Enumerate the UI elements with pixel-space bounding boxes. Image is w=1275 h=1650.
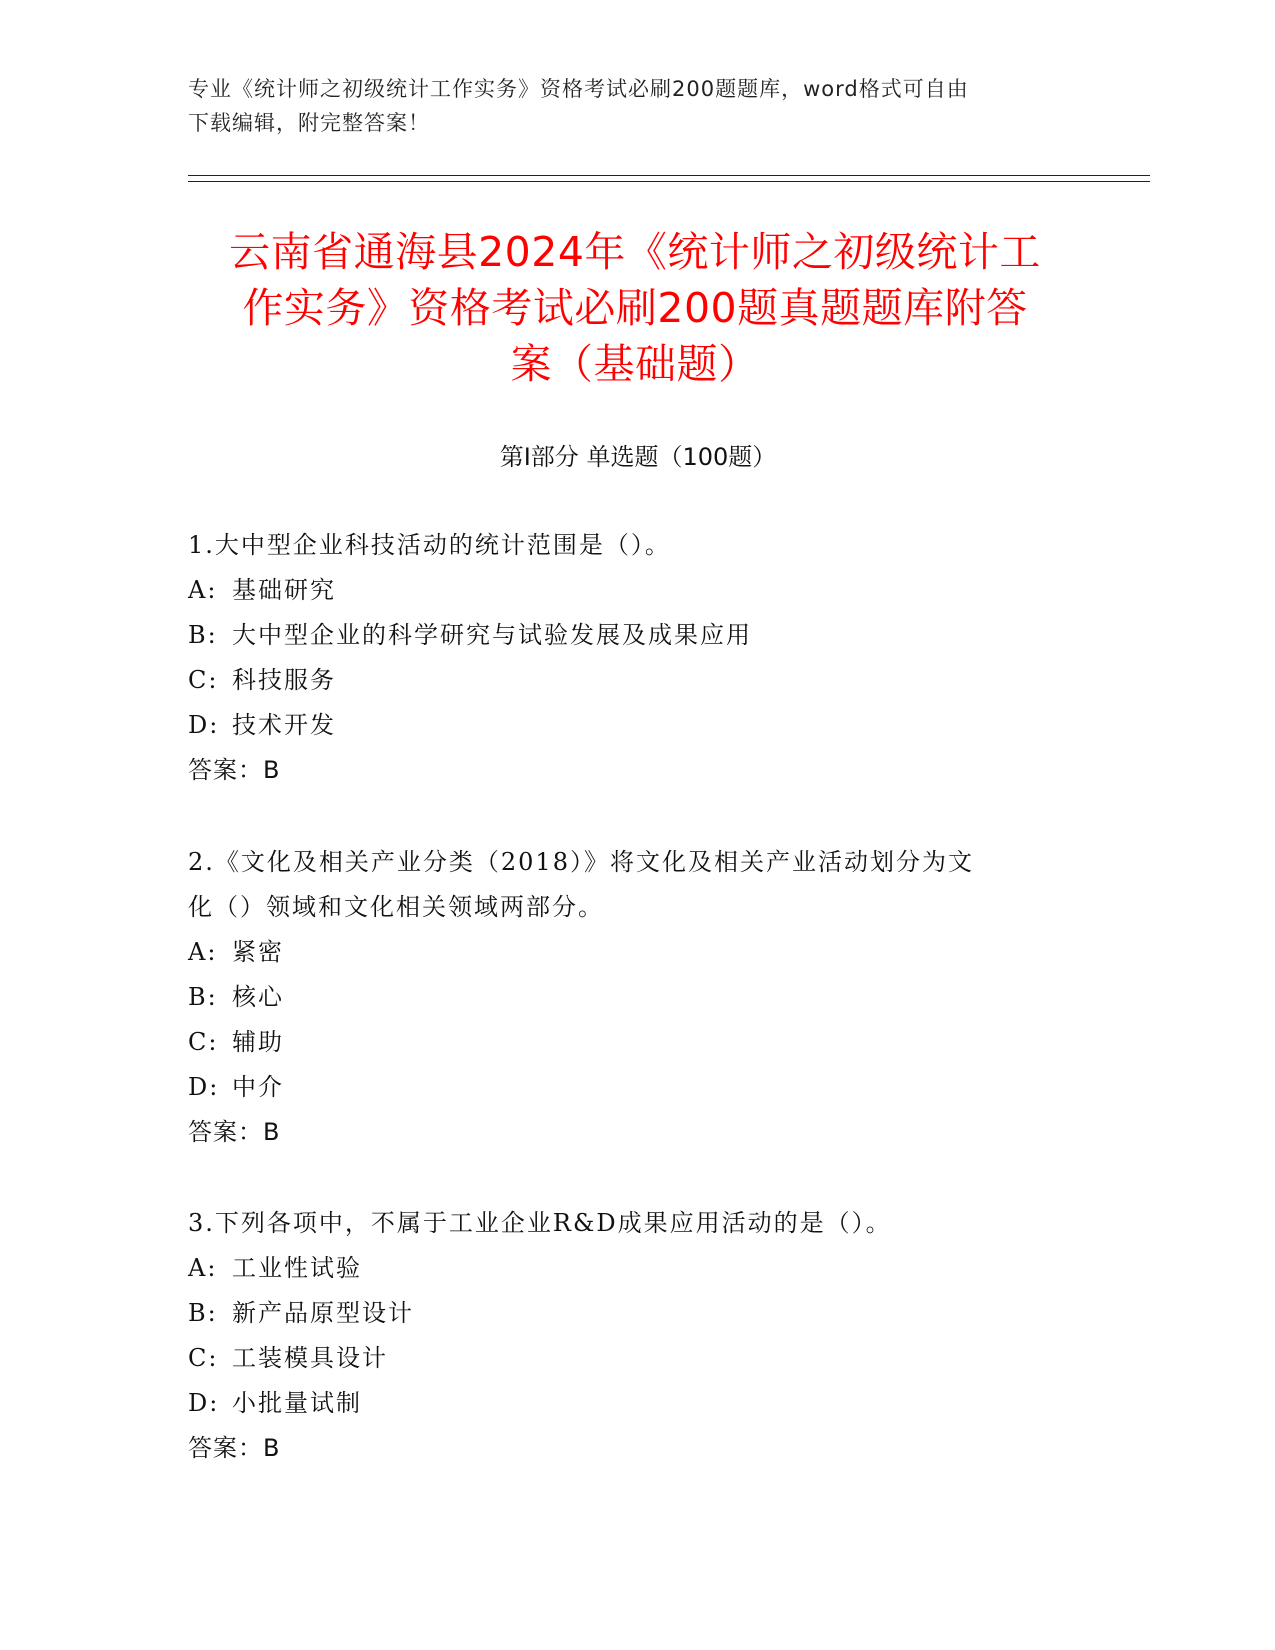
question-stem: 3.下列各项中，不属于工业企业R&D成果应用活动的是（）。 (188, 1209, 892, 1237)
section-heading: 第I部分 单选题（100题） (499, 443, 777, 471)
option-d (188, 1065, 1068, 1110)
option-c (188, 1336, 1068, 1381)
option-a (188, 568, 1068, 613)
question-3 (188, 1201, 1068, 1471)
option-key: D: (188, 1389, 220, 1417)
header-note-line-2: 下载编辑，附完整答案！ (188, 111, 430, 135)
header-note-line-1: 专业《统计师之初级统计工作实务》资格考试必刷200题题库，word格式可自由 (188, 77, 969, 101)
option-text: 大中型企业的科学研究与试验发展及成果应用 (232, 621, 752, 649)
document-title (175, 224, 1095, 392)
option-key: D: (188, 1073, 220, 1101)
question-1 (188, 523, 1068, 793)
question-stem-line-2: 化（）领域和文化相关领域两部分。 (188, 893, 604, 921)
option-text: 核心 (232, 983, 284, 1011)
option-d (188, 703, 1068, 748)
question-2 (188, 840, 1068, 1155)
header-divider-bottom (188, 181, 1150, 182)
option-key: C: (188, 666, 219, 694)
option-key: B: (188, 1299, 218, 1327)
header-divider-top (188, 175, 1150, 176)
answer-line: 答案：B (188, 756, 281, 784)
option-text: 紧密 (232, 938, 284, 966)
option-text: 辅助 (232, 1028, 284, 1056)
option-b (188, 1291, 1068, 1336)
option-a (188, 1246, 1068, 1291)
option-d (188, 1381, 1068, 1426)
option-key: B: (188, 983, 218, 1011)
option-text: 工装模具设计 (232, 1344, 388, 1372)
option-text: 小批量试制 (232, 1389, 362, 1417)
document-title-line-1: 云南省通海县2024年《统计师之初级统计工 (229, 228, 1041, 276)
option-key: A: (188, 1254, 218, 1282)
document-title-line-3: 案（基础题） (510, 340, 760, 388)
option-key: B: (188, 621, 218, 649)
option-text: 科技服务 (232, 666, 336, 694)
question-stem-line-1: 2.《文化及相关产业分类（2018）》将文化及相关产业活动划分为文 (188, 848, 974, 876)
answer-line: 答案：B (188, 1434, 281, 1462)
option-key: A: (188, 938, 218, 966)
option-text: 技术开发 (232, 711, 336, 739)
option-a (188, 930, 1068, 975)
option-b (188, 975, 1068, 1020)
option-key: C: (188, 1028, 219, 1056)
document-title-line-2: 作实务》资格考试必刷200题真题题库附答 (242, 284, 1028, 332)
option-b (188, 613, 1068, 658)
option-c (188, 658, 1068, 703)
option-text: 中介 (232, 1073, 284, 1101)
option-text: 工业性试验 (232, 1254, 362, 1282)
option-key: D: (188, 711, 220, 739)
option-c (188, 1020, 1068, 1065)
answer-line: 答案：B (188, 1118, 281, 1146)
question-stem: 1.大中型企业科技活动的统计范围是（）。 (188, 531, 671, 559)
header-note (188, 72, 1088, 140)
option-key: C: (188, 1344, 219, 1372)
option-text: 基础研究 (232, 576, 336, 604)
option-text: 新产品原型设计 (232, 1299, 414, 1327)
option-key: A: (188, 576, 218, 604)
